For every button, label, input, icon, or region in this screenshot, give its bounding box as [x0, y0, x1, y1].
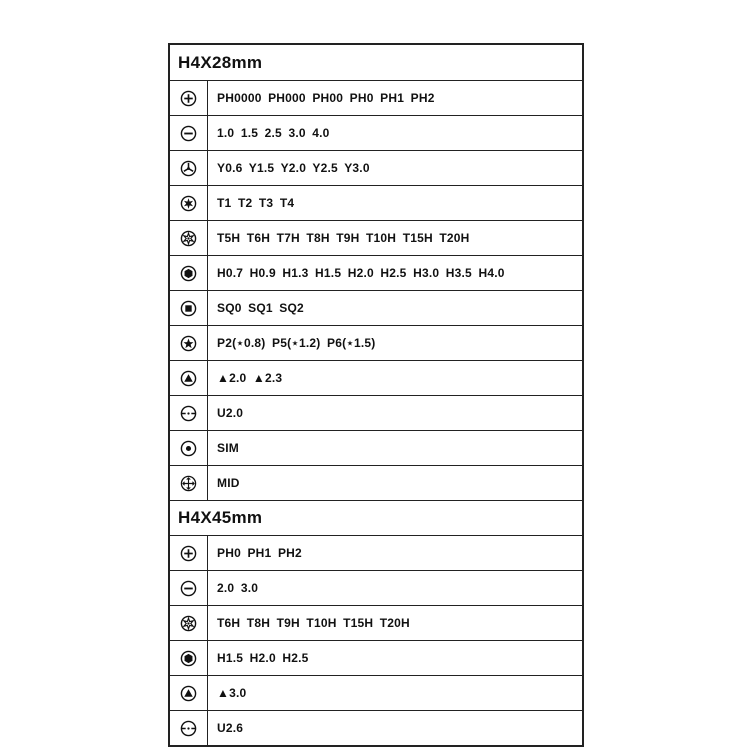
bit-sizes: MID	[217, 476, 240, 490]
slotted-icon	[170, 571, 208, 605]
table-row	[170, 220, 582, 255]
bit-sizes: U2.6	[217, 721, 244, 735]
bit-sizes: H1.5 H2.0 H2.5	[217, 651, 309, 665]
table-row	[170, 675, 582, 710]
table-row	[170, 640, 582, 675]
torx-security-icon	[170, 606, 208, 640]
table-row	[170, 710, 582, 745]
bit-sizes: H0.7 H0.9 H1.3 H1.5 H2.0 H2.5 H3.0 H3.5 H4.0	[217, 266, 505, 280]
table-row	[170, 605, 582, 640]
table-row	[170, 255, 582, 290]
bit-sizes: ▲2.0 ▲2.3	[217, 371, 283, 385]
phillips-icon	[170, 536, 208, 570]
table-row	[170, 115, 582, 150]
triangle-icon	[170, 361, 208, 395]
bit-sizes: T5H T6H T7H T8H T9H T10H T15H T20H	[217, 231, 470, 245]
bit-sizes: SIM	[217, 441, 239, 455]
bit-sizes: P2(⋆0.8) P5(⋆1.2) P6(⋆1.5)	[217, 336, 376, 350]
sim-icon	[170, 431, 208, 465]
bit-sizes: 2.0 3.0	[217, 581, 259, 595]
bit-sizes: PH0 PH1 PH2	[217, 546, 302, 560]
table-row	[170, 360, 582, 395]
bit-sizes: 1.0 1.5 2.5 3.0 4.0	[217, 126, 330, 140]
mid-icon	[170, 466, 208, 500]
bit-spec-table	[168, 43, 584, 747]
torx-security-icon	[170, 221, 208, 255]
bit-sizes: U2.0	[217, 406, 244, 420]
hex-icon	[170, 256, 208, 290]
bit-sizes: Y0.6 Y1.5 Y2.0 Y2.5 Y3.0	[217, 161, 370, 175]
u-type-icon	[170, 711, 208, 745]
tri-wing-icon	[170, 151, 208, 185]
triangle-icon	[170, 676, 208, 710]
section-title: H4X45mm	[170, 500, 582, 535]
table-row	[170, 290, 582, 325]
pentalobe-icon	[170, 326, 208, 360]
bit-sizes: ▲3.0	[217, 686, 247, 700]
slotted-icon	[170, 116, 208, 150]
u-type-icon	[170, 396, 208, 430]
torx-icon	[170, 186, 208, 220]
section-title: H4X28mm	[178, 52, 263, 72]
table-row	[170, 570, 582, 605]
table-row	[170, 465, 582, 500]
table-row	[170, 150, 582, 185]
square-icon	[170, 291, 208, 325]
table-row	[170, 430, 582, 465]
hex-icon	[170, 641, 208, 675]
table-row	[170, 535, 582, 570]
bit-sizes: T6H T8H T9H T10H T15H T20H	[217, 616, 410, 630]
phillips-icon	[170, 81, 208, 115]
table-row	[170, 325, 582, 360]
bit-sizes: SQ0 SQ1 SQ2	[217, 301, 304, 315]
table-row	[170, 395, 582, 430]
table-row	[170, 80, 582, 115]
bit-sizes: T1 T2 T3 T4	[217, 196, 295, 210]
table-row	[170, 185, 582, 220]
bit-sizes: PH0000 PH000 PH00 PH0 PH1 PH2	[217, 91, 435, 105]
